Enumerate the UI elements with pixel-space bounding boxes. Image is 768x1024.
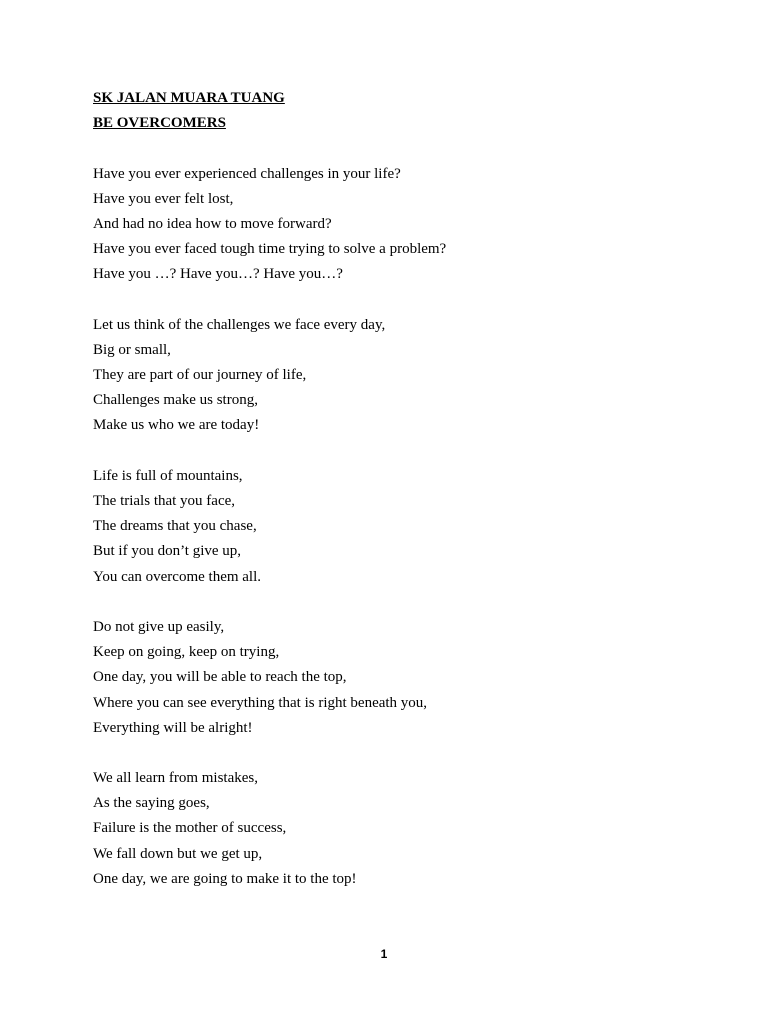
verse-line: We all learn from mistakes, xyxy=(93,770,258,787)
verse-line: Do not give up easily, xyxy=(93,618,225,635)
verse-line: Challenges make us strong, xyxy=(93,392,258,409)
verse-line: Have you …? Have you…? Have you…? xyxy=(93,266,343,283)
verse-line: The trials that you face, xyxy=(93,493,236,509)
stanza-5 xyxy=(93,766,693,892)
verse-line: But if you don’t give up, xyxy=(93,543,242,560)
verse-line: Make us who we are today! xyxy=(93,417,260,434)
verse-line: Big or small, xyxy=(93,341,171,358)
stanza-2 xyxy=(93,313,693,439)
verse-line: Have you ever faced tough time trying to solve a problem? xyxy=(93,241,447,258)
verse-line: Life is full of mountains, xyxy=(93,467,243,484)
stanza-3 xyxy=(93,464,693,590)
school-name-heading: SK JALAN MUARA TUANG xyxy=(93,90,285,106)
poem-body xyxy=(93,86,693,892)
page-number: 1 xyxy=(380,947,388,961)
verse-line: The dreams that you chase, xyxy=(93,518,257,535)
stanza-1 xyxy=(93,162,693,288)
verse-line: And had no idea how to move forward? xyxy=(93,215,332,232)
verse-line: Keep on going, keep on trying, xyxy=(93,644,280,661)
verse-line: We fall down but we get up, xyxy=(93,845,263,862)
verse-line: Failure is the mother of success, xyxy=(93,820,287,837)
verse-line: Have you ever felt lost, xyxy=(93,190,234,207)
verse-line: Have you ever experienced challenges in your life? xyxy=(93,165,401,182)
verse-line: Everything will be alright! xyxy=(93,719,253,736)
stanza-4 xyxy=(93,615,693,741)
verse-line: Let us think of the challenges we face every day, xyxy=(93,316,386,333)
poem-title-heading: BE OVERCOMERS xyxy=(93,115,226,132)
verse-line: You can overcome them all. xyxy=(93,568,262,585)
verse-line: One day, you will be able to reach the top, xyxy=(93,669,347,686)
verse-line: Where you can see everything that is right beneath you, xyxy=(93,694,428,711)
verse-line: One day, we are going to make it to the top! xyxy=(93,870,357,887)
verse-line: They are part of our journey of life, xyxy=(93,367,307,384)
verse-line: As the saying goes, xyxy=(93,795,210,812)
